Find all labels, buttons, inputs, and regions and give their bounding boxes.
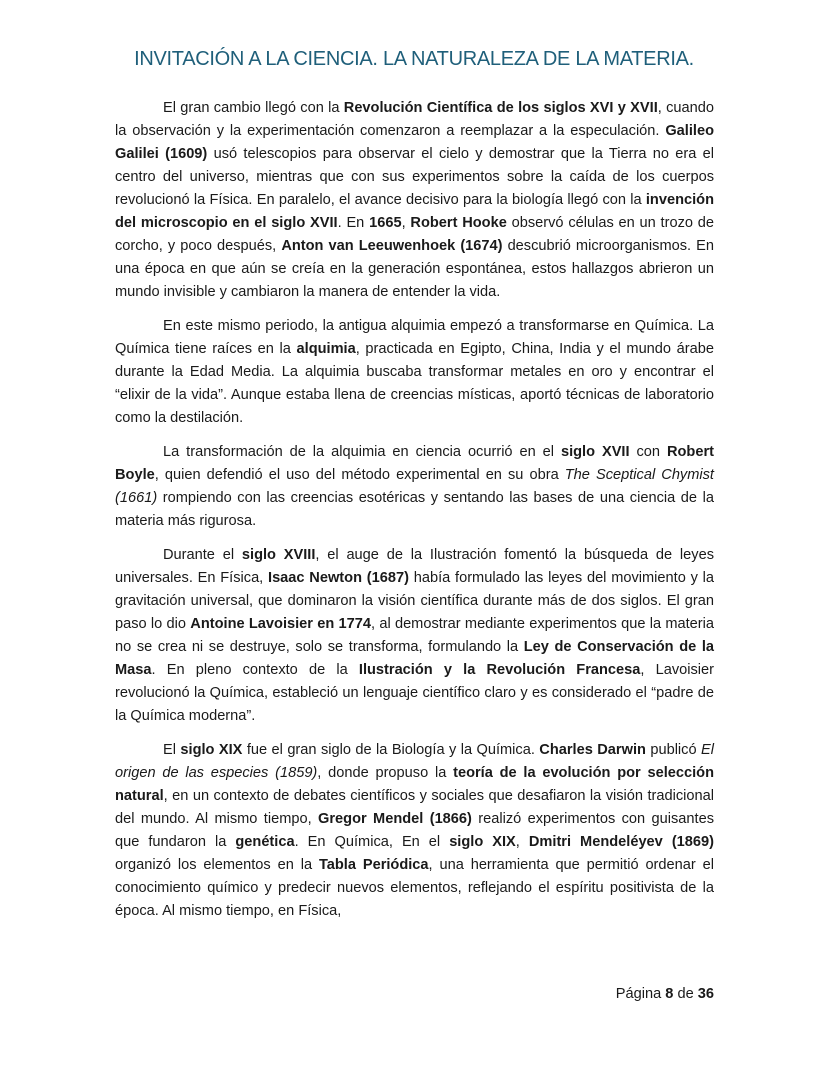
page-of: de	[677, 986, 694, 1002]
bold-text: siglo XIX	[449, 834, 516, 850]
bold-text: Ley de Conservación de la Masa	[115, 639, 714, 678]
text-run: rompiendo con las creencias esotéricas y sentando las bases de una ciencia de la materia más rigurosa.	[115, 490, 714, 529]
bold-text: Revolución Científica de los siglos XVI y XVII	[343, 100, 658, 116]
text-run: observó células en un trozo de corcho, y poco después,	[115, 215, 715, 254]
bold-text: Ilustración y la Revolución Francesa	[358, 662, 641, 678]
text-run: descubrió microorganismos. En una época en que aún se creía en la generación espontánea, estos hallazgos abrieron un mundo invisible y cambiaron la manera de entender la vida.	[115, 238, 714, 300]
text-run: , Lavoisier revolucionó la Química, estableció un lenguaje científico claro y es considerado el “padre de la Química moderna”.	[115, 662, 715, 724]
text-run: La transformación de la alquimia en ciencia ocurrió en el	[163, 444, 561, 460]
bold-text: 1665	[369, 215, 402, 231]
bold-text: Galileo Galilei (1609)	[115, 123, 714, 162]
bold-text: Antoine Lavoisier en 1774	[190, 616, 371, 632]
bold-text: Gregor Mendel (1866)	[318, 811, 472, 827]
text-run: , quien defendió el uso del método experimental en su obra	[154, 467, 565, 483]
text-run: El gran cambio llegó con la	[163, 100, 344, 116]
text-run: El	[163, 742, 181, 758]
bold-text: genética	[235, 834, 295, 850]
bold-text: Tabla Periódica	[318, 857, 429, 873]
text-run: . En pleno contexto de la	[151, 662, 359, 678]
bold-text: siglo XIX	[180, 742, 243, 758]
paragraph	[115, 97, 714, 304]
paragraph	[115, 739, 714, 923]
bold-text: Anton van Leeuwenhoek (1674)	[281, 238, 503, 254]
italic-text: El origen de las especies (1859)	[115, 742, 714, 781]
text-run: con	[629, 444, 667, 460]
bold-text: siglo XVII	[560, 444, 630, 460]
text-run: fue el gran siglo de la Biología y la Química.	[242, 742, 540, 758]
bold-text: alquimia	[296, 341, 356, 357]
italic-text: The Sceptical Chymist (1661)	[115, 467, 714, 506]
paragraph	[115, 544, 714, 728]
text-run: , al demostrar mediante experimentos que la materia no se crea ni se destruye, solo se transforma, formulando la	[115, 616, 714, 655]
bold-text: Robert Boyle	[115, 444, 714, 483]
text-run: , practicada en Egipto, China, India y el mundo árabe durante la Edad Media. La alquimia buscaba transformar metales en oro y encontrar el “elixir de la vida”. Aunque estaba llena de creencias místicas, aportó técnicas de laboratorio como la destilación.	[115, 341, 714, 426]
text-run: En este mismo periodo, la antigua alquimia empezó a transformarse en Química. La Química tiene raíces en la	[115, 318, 714, 357]
text-run: publicó	[645, 742, 702, 758]
bold-text: teoría de la evolución por selección natural	[115, 765, 714, 804]
current-page: 8	[665, 986, 674, 1002]
document-body	[115, 97, 714, 934]
page-label: Página	[615, 986, 662, 1002]
text-run: Durante el	[163, 547, 242, 563]
text-run: . En	[337, 215, 370, 231]
page-title: INVITACIÓN A LA CIENCIA. LA NATURALEZA DE LA MATERIA.	[134, 48, 694, 70]
text-run: , una herramienta que permitió ordenar el conocimiento químico y predecir nuevos elementos, reflejando el espíritu positivista de la época. Al mismo tiempo, en Física,	[115, 857, 714, 919]
bold-text: Isaac Newton (1687)	[268, 570, 409, 586]
text-run: , en un contexto de debates científicos y sociales que desafiaron la visión tradicional del mundo. Al mismo tiempo,	[115, 788, 714, 827]
text-run: . En Química, En el	[294, 834, 450, 850]
text-run: , donde propuso la	[317, 765, 454, 781]
text-run: realizó experimentos con guisantes que fundaron la	[115, 811, 715, 850]
bold-text: siglo XVIII	[241, 547, 316, 563]
text-run: ,	[401, 215, 411, 231]
text-run: usó telescopios para observar el cielo y demostrar que la Tierra no era el centro del universo, mientras que con sus experimentos sobre la caída de los cuerpos revolucionó la Física. En paralelo, el avance decisivo para la biología llegó con la	[115, 146, 715, 208]
bold-text: invención del microscopio en el siglo XVII	[115, 192, 714, 231]
page-number	[560, 986, 714, 1002]
bold-text: Robert Hooke	[410, 215, 507, 231]
text-run: , cuando la observación y la experimentación comenzaron a reemplazar a la especulación.	[115, 100, 714, 139]
text-run: había formulado las leyes del movimiento y la gravitación universal, que dominaron la visión científica durante más de dos siglos. El gran paso lo dio	[115, 570, 715, 632]
paragraph	[115, 315, 714, 430]
text-run: ,	[515, 834, 529, 850]
text-run: organizó los elementos en la	[115, 857, 319, 873]
text-run: , el auge de la Ilustración fomentó la búsqueda de leyes universales. En Física,	[115, 547, 714, 586]
bold-text: Dmitri Mendeléyev (1869)	[528, 834, 714, 850]
paragraph	[115, 441, 714, 533]
bold-text: Charles Darwin	[539, 742, 646, 758]
total-pages: 36	[697, 986, 714, 1002]
